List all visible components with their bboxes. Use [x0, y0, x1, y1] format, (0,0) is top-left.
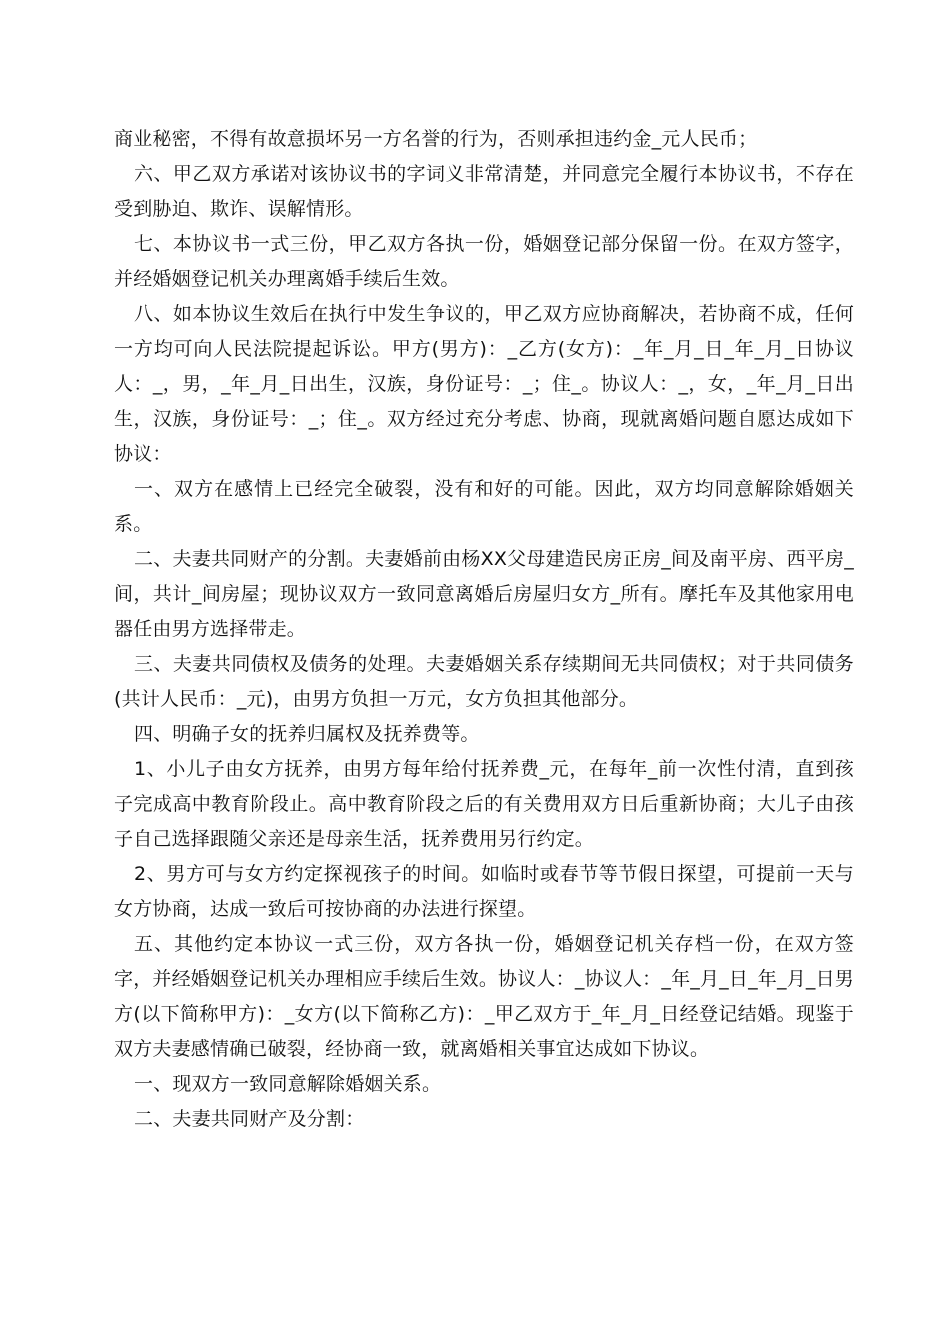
paragraph-item-3: 三、夫妻共同债权及债务的处理。夫妻婚姻关系存续期间无共同债权；对于共同债务(共计人民币：_元)，由男方负担一万元，女方负担其他部分。 [114, 653, 854, 710]
paragraph-new-item-1: 一、现双方一致同意解除婚姻关系。 [134, 1073, 442, 1095]
paragraph-new-item-2: 二、夫妻共同财产及分割： [134, 1108, 365, 1130]
paragraph-continuation: 商业秘密，不得有故意损坏另一方名誉的行为，否则承担违约金_元人民币； [114, 128, 758, 150]
paragraph-item-4: 四、明确子女的抚养归属权及抚养费等。 [134, 723, 480, 745]
paragraph-clause-8: 八、如本协议生效后在执行中发生争议的，甲乙双方应协商解决，若协商不成，任何一方均可向人民法院提起诉讼。甲方(男方)：_乙方(女方)：_年_月_日_年_月_日协议人：_，男，_年_月_日出生，汉族，身份证号：_；住_。协议人：_，女，_年_月_日出生，汉族，身份证号：_；住_。双方经过充分考虑、协商，现就离婚问题自愿达成如下协议： [114, 303, 854, 465]
paragraph-clause-6: 六、甲乙双方承诺对该协议书的字词义非常清楚，并同意完全履行本协议书，不存在受到胁迫、欺诈、误解情形。 [114, 163, 854, 220]
paragraph-clause-7: 七、本协议书一式三份，甲乙双方各执一份，婚姻登记部分保留一份。在双方签字，并经婚姻登记机关办理离婚手续后生效。 [114, 233, 854, 290]
paragraph-item-5: 五、其他约定本协议一式三份，双方各执一份，婚姻登记机关存档一份，在双方签字，并经婚姻登记机关办理相应手续后生效。协议人：_协议人：_年_月_日_年_月_日男方(以下简称甲方)：_女方(以下简称乙方)：_甲乙双方于_年_月_日经登记结婚。现鉴于双方夫妻感情确已破裂，经协商一致，就离婚相关事宜达成如下协议。 [114, 933, 854, 1060]
paragraph-item-1: 一、双方在感情上已经完全破裂，没有和好的可能。因此，双方均同意解除婚姻关系。 [114, 478, 854, 535]
paragraph-item-2: 二、夫妻共同财产的分割。夫妻婚前由杨XX父母建造民房正房_间及南平房、西平房_间，共计_间房屋；现协议双方一致同意离婚后房屋归女方_所有。摩托车及其他家用电器任由男方选择带走。 [114, 548, 854, 640]
document-body [114, 122, 854, 1137]
paragraph-subitem-2: 2、男方可与女方约定探视孩子的时间。如临时或春节等节假日探望，可提前一天与女方协商，达成一致后可按协商的办法进行探望。 [114, 863, 854, 920]
paragraph-subitem-1: 1、小儿子由女方抚养，由男方每年给付抚养费_元，在每年_前一次性付清，直到孩子完成高中教育阶段止。高中教育阶段之后的有关费用双方日后重新协商；大儿子由孩子自己选择跟随父亲还是母亲生活，抚养费用另行约定。 [114, 758, 854, 850]
